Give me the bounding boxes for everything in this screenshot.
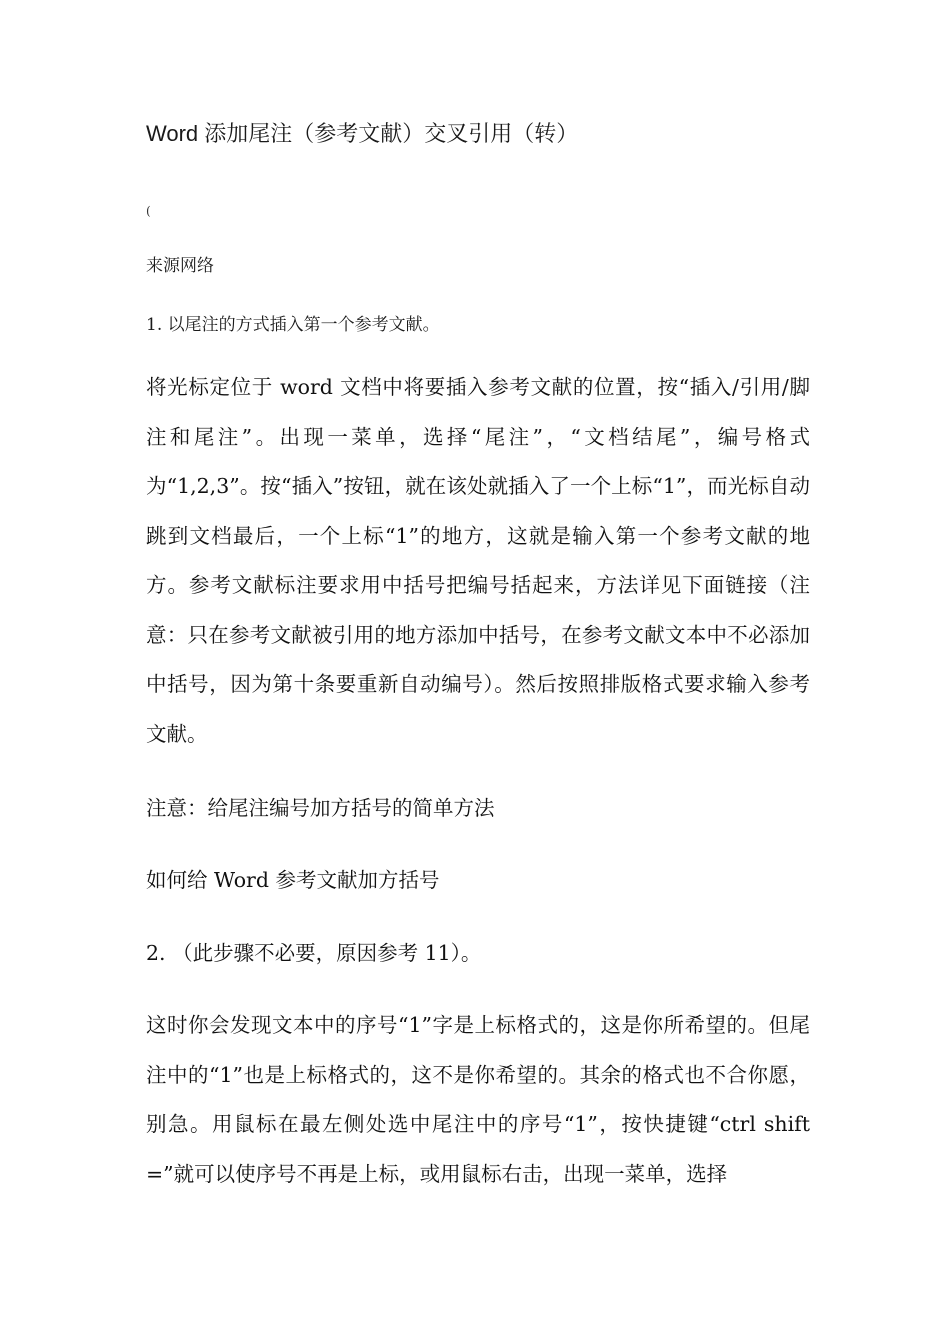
step1-heading: 1. 以尾注的方式插入第一个参考文献。 [146,315,440,335]
stray-mark: ( [146,204,151,218]
step2-heading: 2. （此步骤不必要，原因参考 11）。 [146,941,482,965]
step1-paragraph: 将光标定位于 word 文档中将要插入参考文献的位置，按“插入/引用/脚注和尾注”。出现一菜单，选择“尾注”，“文档结尾”，编号格式为“1,2,3”。按“插入”按钮，就在该处就插入了一个上标“1”，而光标自动跳到文档最后，一个上标“1”的地方，这就是输入第一个参考文献的地方。参考文献标注要求用中括号把编号括起来，方法详见下面链接（注意：只在参考文献被引用的地方添加中括号，在参考文献文本中不必添加中括号，因为第十条要重新自动编号）。然后按照排版格式要求输入参考文献。 [146,375,810,746]
link-line[interactable]: 如何给 Word 参考文献加方括号 [146,868,440,892]
note-line: 注意：给尾注编号加方括号的简单方法 [146,796,495,820]
source-line: 来源网络 [146,256,214,276]
step2-paragraph: 这时你会发现文本中的序号“1”字是上标格式的，这是你所希望的。但尾注中的“1”也是上标格式的，这不是你希望的。其余的格式也不合你愿，别急。用鼠标在最左侧处选中尾注中的序号“1”，按快捷键“ctrl shift =”就可以使序号不再是上标，或用鼠标右击，出现一菜单，选择 [146,1013,810,1186]
document-title: Word 添加尾注（参考文献）交叉引用（转） [146,121,579,146]
